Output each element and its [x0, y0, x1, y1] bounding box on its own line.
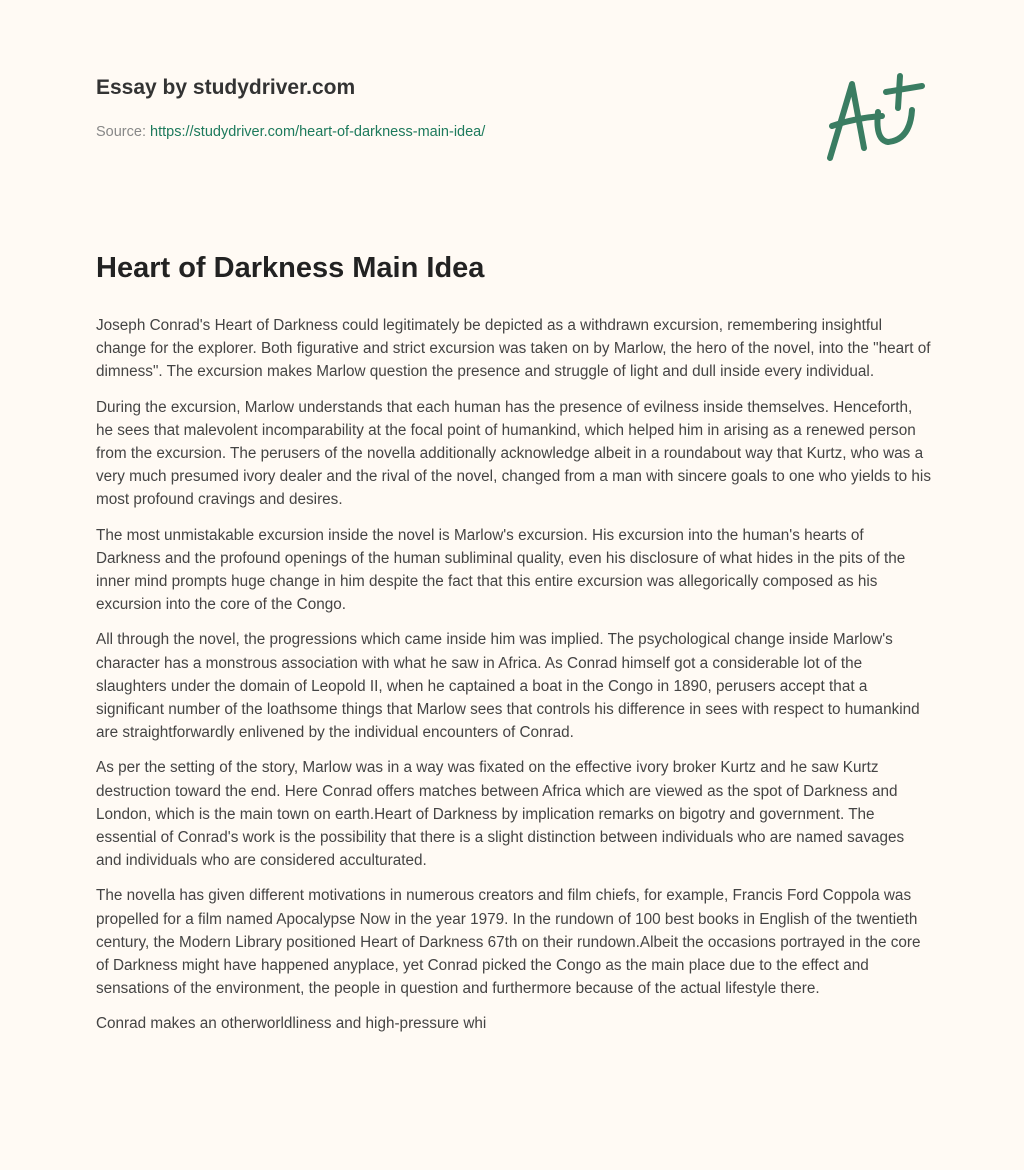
paragraph: All through the novel, the progressions which came inside him was implied. The psychological change inside Marlow's character has a monstrous association with what he saw in Africa. As Conrad himself got a considerable lot of the slaughters under the domain of Leopold II, when he captained a boat in the Congo in 1890, perusers accept that a significant number of the loathsome things that Marlow sees that controls his difference in sees with respect to humankind are straightforwardly enlivened by the individual encounters of Conrad. — [96, 631, 920, 742]
paragraph: The novella has given different motivations in numerous creators and film chiefs, for example, Francis Ford Coppola was propelled for a film named Apocalypse Now in the year 1979. In the rundown of 100 best books in English of the twentieth century, the Modern Library positioned Heart of Darkness 67th on their rundown.Albeit the occasions portrayed in the core of Darkness might have happened anyplace, yet Conrad picked the Congo as the main place due to the effect and sensations of the environment, the people in question and furthermore because of the actual lifestyle there. — [96, 887, 921, 998]
paragraph: The most unmistakable excursion inside the novel is Marlow's excursion. His excursion into the human's hearts of Darkness and the profound openings of the human subliminal quality, even his disclosure of what hides in the pits of the inner mind prompts huge change in him despite the fact that this entire excursion was allegorically composed as his excursion into the core of the Congo. — [96, 526, 906, 614]
paragraph: During the excursion, Marlow understands that each human has the presence of evilness inside themselves. Henceforth, he sees that malevolent incomparability at the focal point of humankind, which helped him in arising as a renewed person from the excursion. The perusers of the novella additionally acknowledge albeit in a roundabout way that Kurtz, who was a very much presumed ivory dealer and the rival of the novel, changed from a man with sincere goals to one who yields to his most profound cravings and desires. — [96, 398, 931, 509]
source-label: Source: — [96, 124, 146, 140]
paragraph: Conrad makes an otherworldliness and high-pressure whi — [96, 1015, 487, 1033]
paragraph: Joseph Conrad's Heart of Darkness could legitimately be depicted as a withdrawn excursion, remembering insightful change for the explorer. Both figurative and strict excursion was taken on by Marlow, the hero of the novel, into the "heart of dimness". The excursion makes Marlow question the presence and struggle of light and dull inside every individual. — [96, 317, 931, 381]
essay-body — [96, 314, 932, 1048]
paragraph: As per the setting of the story, Marlow was in a way was fixated on the effective ivory broker Kurtz and he saw Kurtz destruction toward the end. Here Conrad offers matches between Africa which are viewed as the spot of Darkness and London, which is the main town on earth.Heart of Darkness by implication remarks on bigotry and government. The essential of Conrad's work is the possibility that there is a slight distinction between individuals who are named savages and individuals who are considered acculturated. — [96, 759, 905, 870]
source-line — [96, 124, 485, 140]
source-link[interactable]: https://studydriver.com/heart-of-darkness-main-idea/ — [150, 124, 486, 140]
essay-title: Heart of Darkness Main Idea — [96, 252, 485, 284]
a-plus-logo — [820, 70, 930, 165]
site-brand: Essay by studydriver.com — [96, 76, 356, 99]
